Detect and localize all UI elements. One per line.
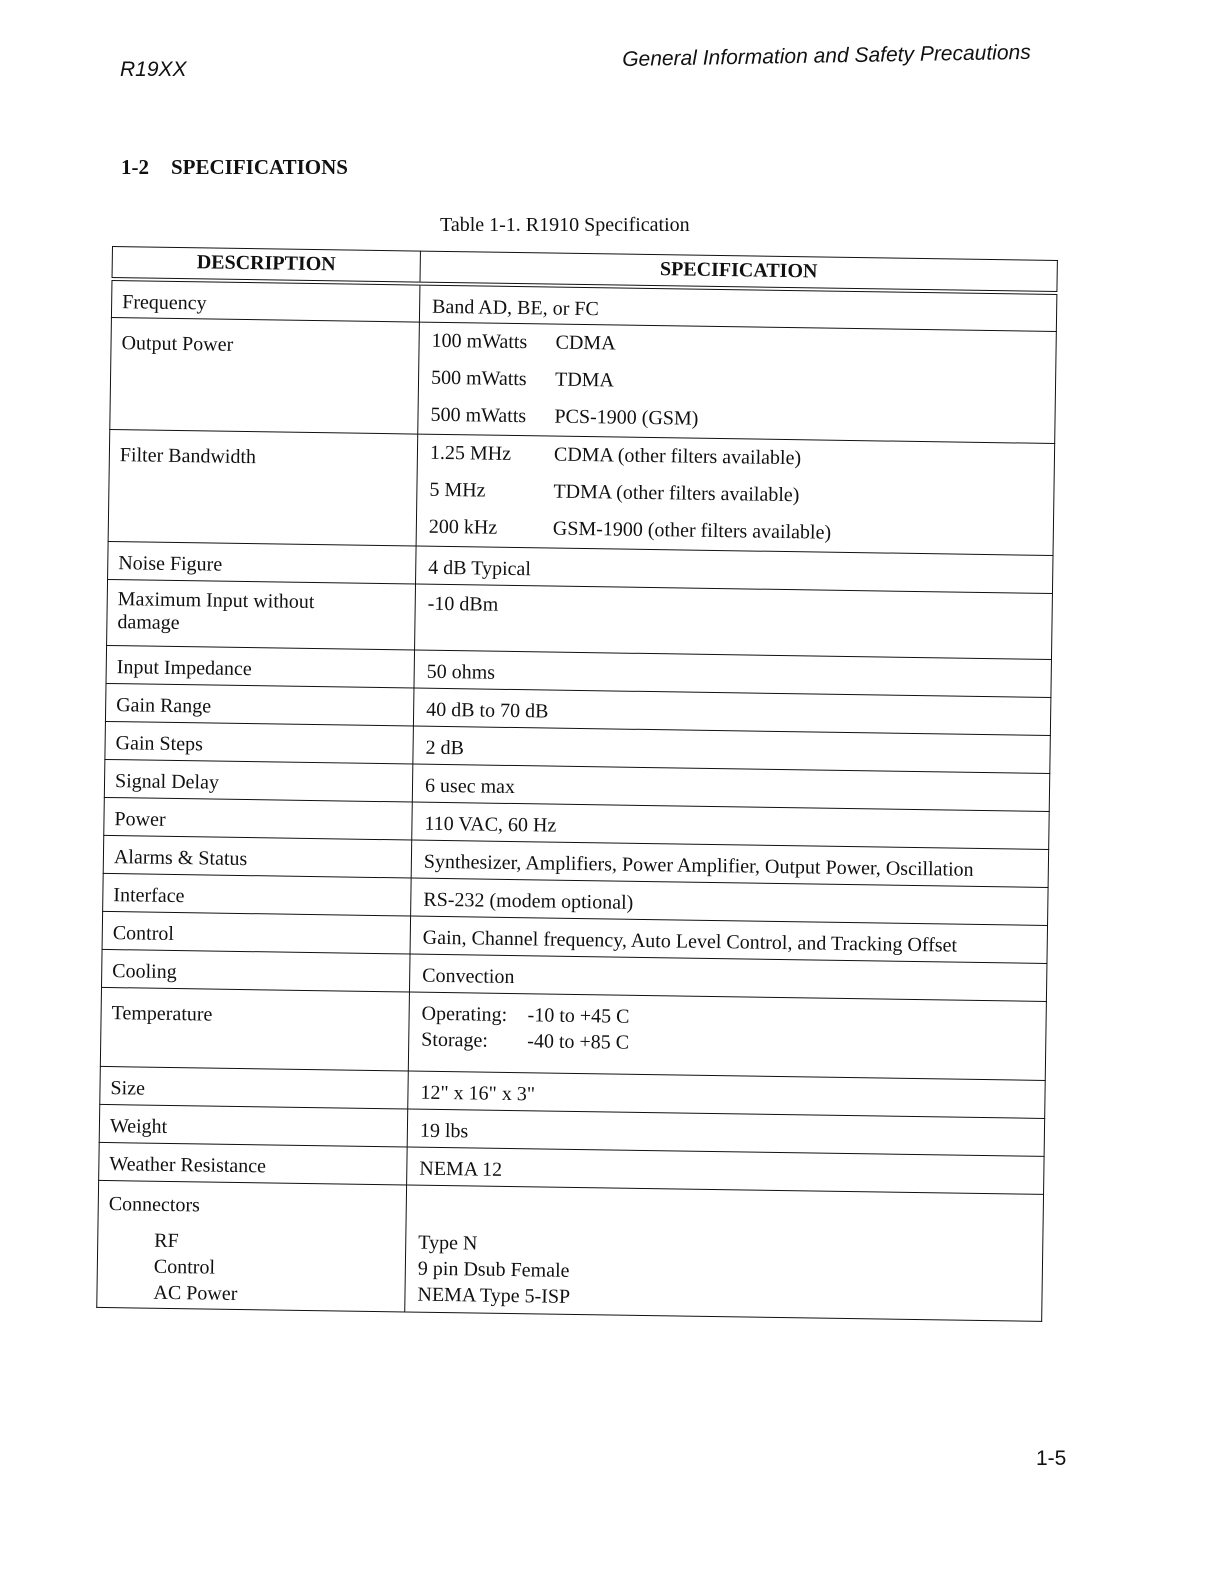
specification-table [96, 246, 1058, 1321]
mode: CDMA [555, 331, 616, 354]
page-number: 1-5 [1036, 1447, 1067, 1470]
table-row [110, 317, 1057, 443]
running-header-right: General Information and Safety Precautions [622, 40, 1031, 71]
section-heading [121, 155, 348, 180]
section-number: 1-2 [121, 155, 149, 179]
row-label: Interface [103, 873, 412, 916]
row-value: 12" x 16" x 3" [408, 1070, 1045, 1117]
row-label: Filter Bandwidth [108, 429, 418, 546]
row-value: -10 dBm [415, 584, 1053, 659]
mode: TDMA (other filters available) [553, 480, 800, 506]
row-value: Convection [409, 953, 1046, 1000]
connector-value: NEMA Type 5-ISP [417, 1283, 571, 1308]
amount: 1.25 MHz [429, 441, 512, 465]
table-row [108, 429, 1055, 555]
amount: 500 mWatts [430, 403, 527, 427]
column-header-specification: SPECIFICATION [420, 251, 1057, 293]
row-value: Gain, Channel frequency, Auto Level Control, and Tracking Offset [410, 916, 1047, 963]
table-caption: Table 1-1. R1910 Specification [440, 214, 690, 236]
row-value [416, 434, 1055, 555]
row-label: Temperature [100, 987, 409, 1071]
row-label: Frequency [111, 279, 420, 322]
row-value: Synthesizer, Amplifiers, Power Amplifier, Output Power, Oscillation [411, 840, 1048, 887]
row-value: NEMA 12 [407, 1146, 1044, 1193]
row-value: 50 ohms [414, 650, 1051, 697]
table-row [97, 1180, 1044, 1321]
row-label: Weight [99, 1104, 408, 1147]
column-header-description: DESCRIPTION [112, 247, 420, 284]
connectors-label: Connectors [108, 1192, 201, 1216]
operating-label: Operating: [421, 1002, 508, 1026]
storage-label: Storage: [421, 1028, 489, 1052]
row-value: 6 usec max [412, 764, 1049, 811]
connector-value: Type N [418, 1231, 478, 1255]
connector-name: RF [154, 1229, 179, 1252]
row-label: Noise Figure [108, 541, 417, 584]
row-label: Gain Range [105, 683, 414, 726]
table-row [100, 987, 1046, 1080]
row-label: Input Impedance [106, 645, 415, 688]
row-value: 40 dB to 70 dB [413, 688, 1050, 735]
connector-value: 9 pin Dsub Female [417, 1257, 570, 1282]
row-label: Power [104, 797, 413, 840]
storage-value: -40 to +85 C [527, 1029, 630, 1054]
amount: 5 MHz [429, 478, 486, 502]
row-value [408, 991, 1046, 1079]
mode: CDMA (other filters available) [553, 443, 802, 469]
row-value: 2 dB [413, 726, 1050, 773]
operating-value: -10 to +45 C [527, 1003, 630, 1028]
amount: 200 kHz [428, 515, 498, 539]
row-label: Gain Steps [105, 721, 414, 764]
row-value: 4 dB Typical [416, 546, 1053, 593]
row-value: RS-232 (modem optional) [411, 878, 1048, 925]
row-label: Output Power [110, 317, 420, 434]
row-label: Maximum Input without damage [107, 579, 416, 650]
amount: 100 mWatts [431, 329, 528, 353]
row-value: Band AD, BE, or FC [419, 284, 1056, 331]
row-label: Control [102, 911, 411, 954]
row-value: 110 VAC, 60 Hz [412, 802, 1049, 849]
row-label [97, 1180, 407, 1312]
running-header-left: R19XX [120, 58, 187, 81]
section-title: SPECIFICATIONS [171, 155, 348, 179]
row-value: 19 lbs [407, 1108, 1044, 1155]
connector-name: Control [153, 1255, 216, 1279]
mode: GSM-1900 (other filters available) [552, 517, 832, 544]
connector-values [417, 1185, 1043, 1316]
mode: TDMA [554, 368, 615, 391]
row-label: Cooling [102, 949, 411, 992]
row-label: Size [100, 1066, 409, 1109]
amount: 500 mWatts [430, 366, 527, 390]
row-value [418, 322, 1057, 443]
connector-name: AC Power [153, 1281, 238, 1305]
mode: PCS-1900 (GSM) [554, 405, 699, 430]
row-label: Weather Resistance [99, 1142, 408, 1185]
row-value [405, 1184, 1044, 1320]
row-label: Alarms & Status [103, 835, 412, 878]
row-label: Signal Delay [104, 759, 413, 802]
